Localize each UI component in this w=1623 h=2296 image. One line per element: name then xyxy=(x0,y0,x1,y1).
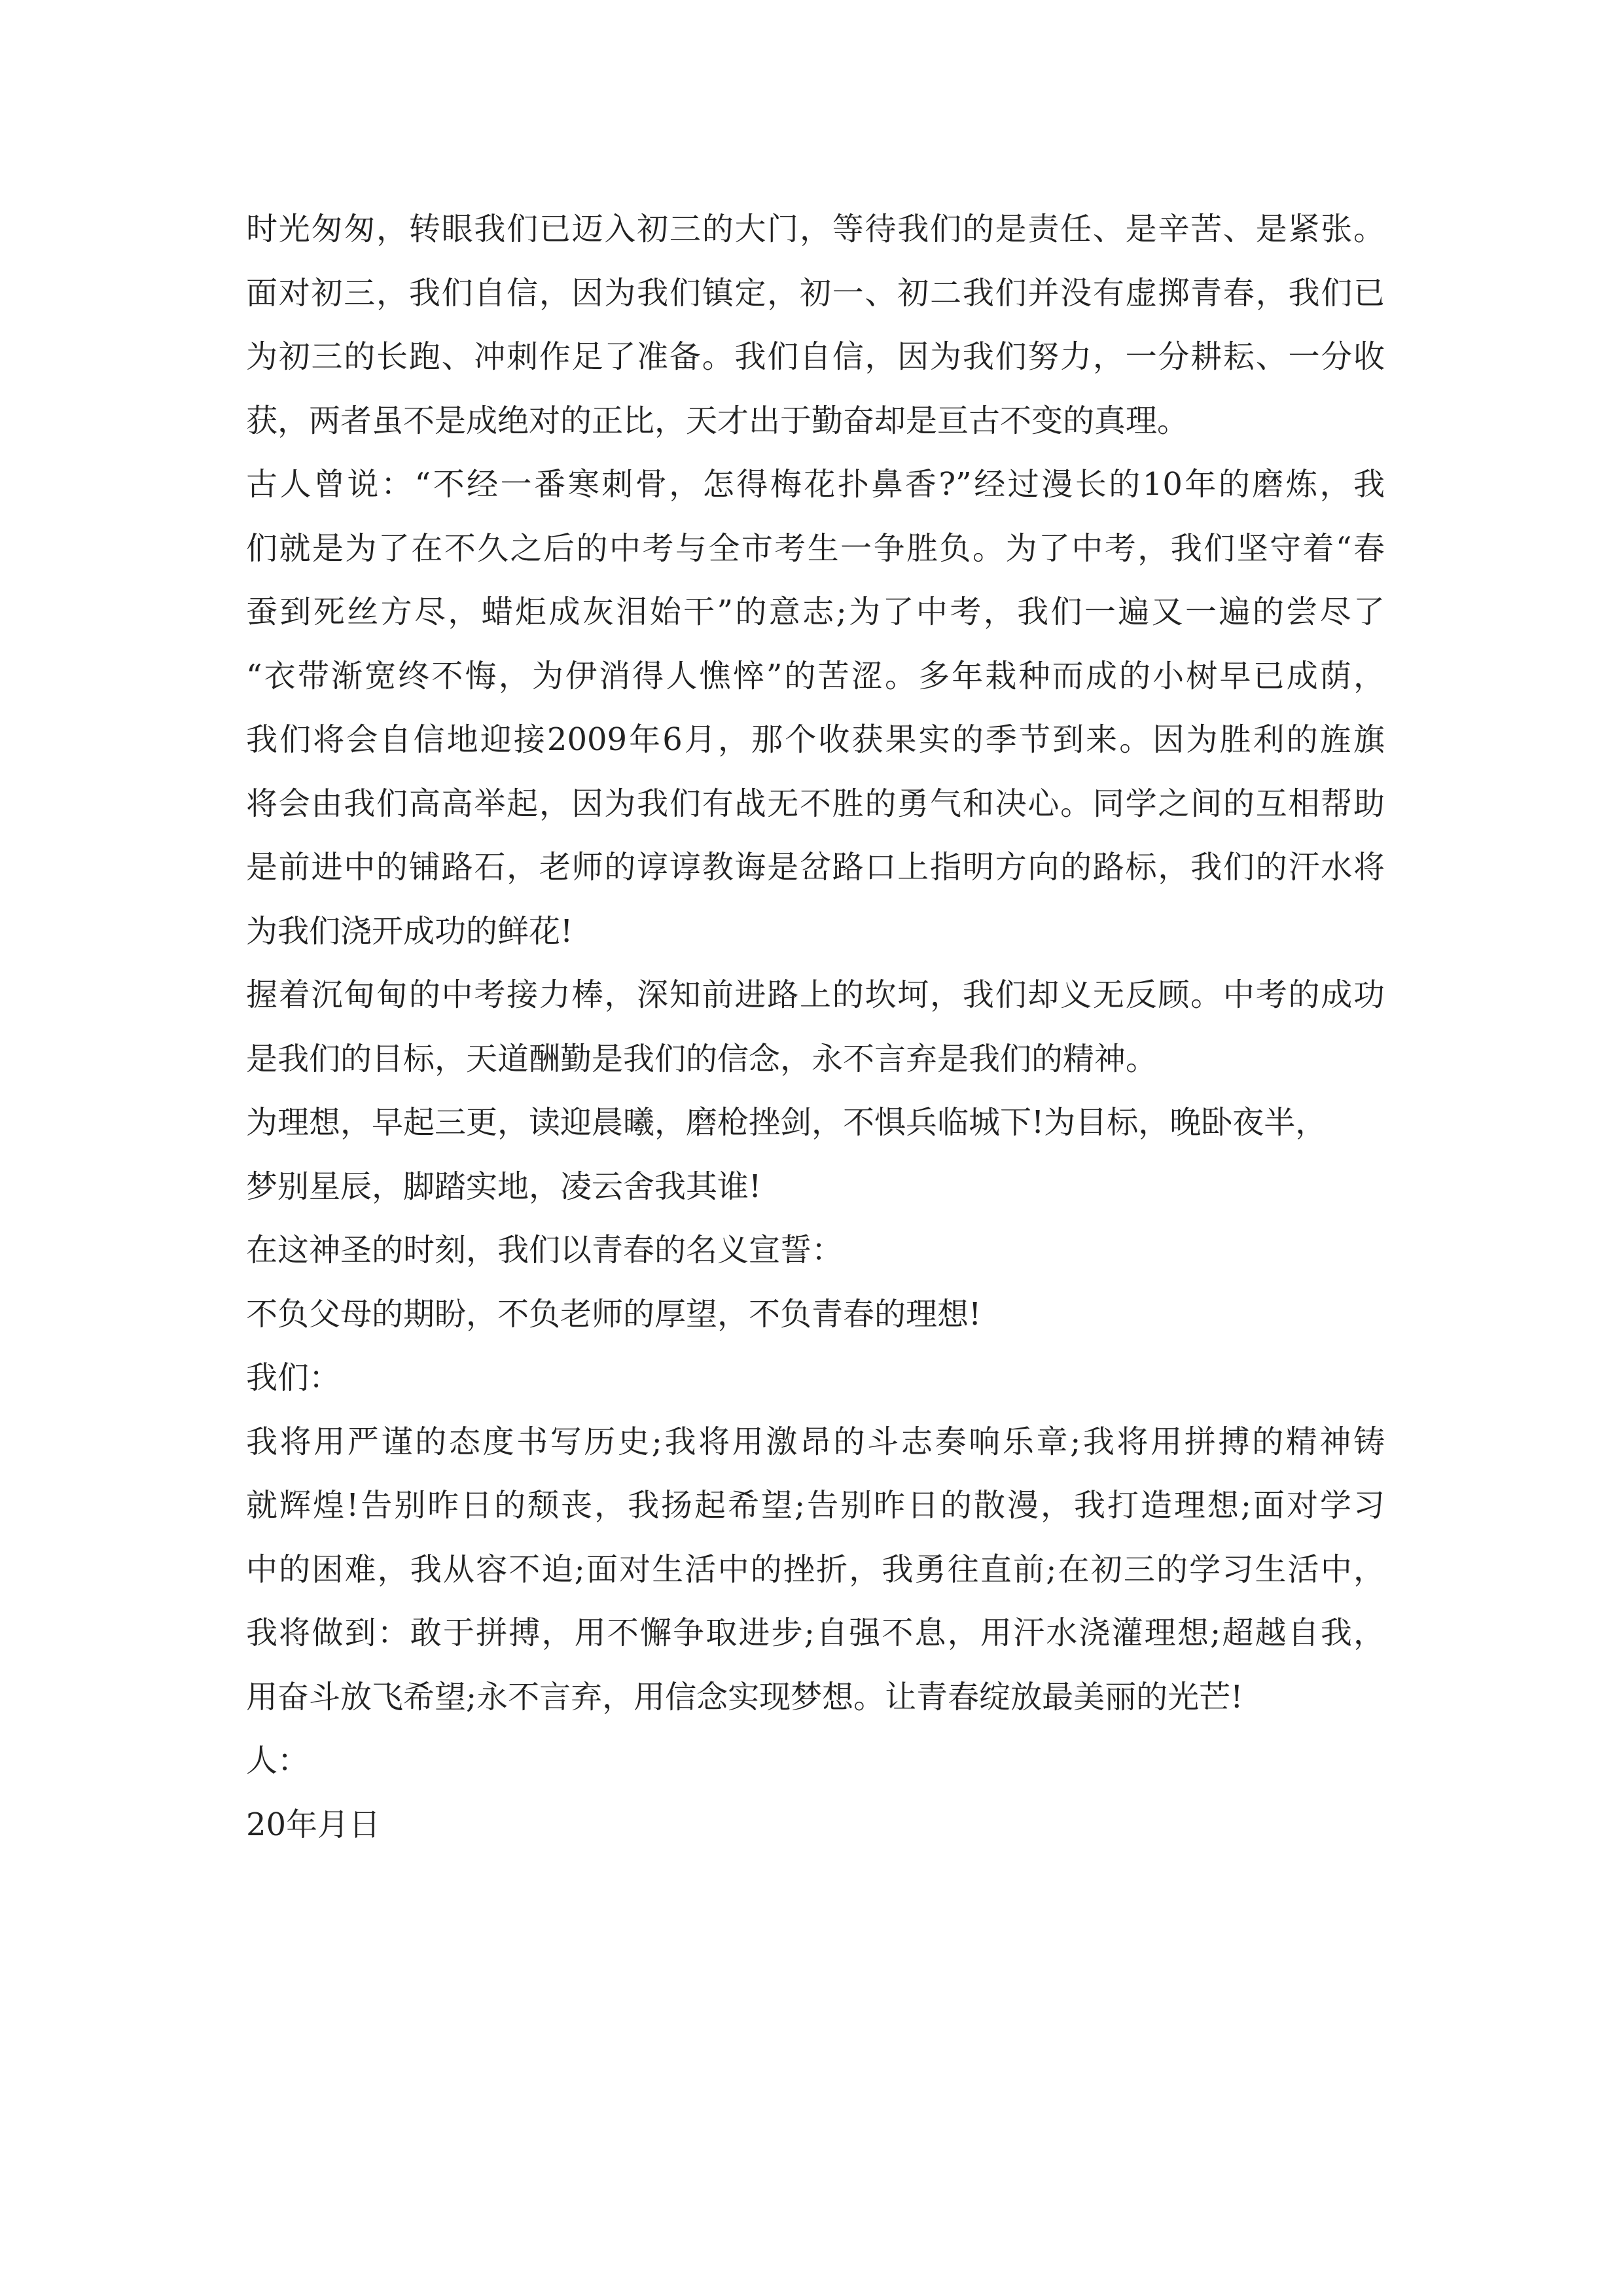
text-line: 20年月日 xyxy=(246,1806,381,1843)
text-line: 不负父母的期盼，不负老师的厚望，不负青春的理想! xyxy=(246,1295,982,1333)
text-line: 中的困难，我从容不迫;面对生活中的挫折，我勇往直前;在初三的学习生活中， xyxy=(246,1551,1385,1588)
text-line: 我们将会自信地迎接2009年6月，那个收获果实的季节到来。因为胜利的旌旗 xyxy=(246,721,1385,758)
text-line: 就辉煌!告别昨日的颓丧，我扬起希望;告别昨日的散漫，我打造理想;面对学习 xyxy=(246,1487,1385,1524)
text-line: 为理想，早起三更，读迎晨曦，磨枪挫剑，不惧兵临城下!为目标，晚卧夜半， xyxy=(246,1104,1327,1141)
text-line: 面对初三，我们自信，因为我们镇定，初一、初二我们并没有虚掷青春，我们已 xyxy=(246,274,1385,312)
text-line: 我将用严谨的态度书写历史;我将用激昂的斗志奏响乐章;我将用拼搏的精神铸 xyxy=(246,1423,1385,1460)
text-line: “衣带渐宽终不悔，为伊消得人憔悴”的苦涩。多年栽种而成的小树早已成荫， xyxy=(246,657,1385,694)
text-line: 我们： xyxy=(246,1359,341,1396)
text-line: 为我们浇开成功的鲜花! xyxy=(246,912,573,950)
text-line: 获，两者虽不是成绝对的正比，天才出于勤奋却是亘古不变的真理。 xyxy=(246,402,1189,439)
text-line: 蚕到死丝方尽，蜡炬成灰泪始干”的意志;为了中考，我们一遍又一遍的尝尽了 xyxy=(246,594,1385,630)
document-body xyxy=(246,198,1385,1857)
text-line: 时光匆匆，转眼我们已迈入初三的大门，等待我们的是责任、是辛苦、是紧张。 xyxy=(246,211,1385,247)
text-line: 我将做到：敢于拼搏，用不懈争取进步;自强不息，用汗水浇灌理想;超越自我， xyxy=(246,1615,1385,1651)
text-line: 为初三的长跑、冲刺作足了准备。我们自信，因为我们努力，一分耕耘、一分收 xyxy=(246,338,1385,375)
text-line: 人： xyxy=(246,1742,310,1779)
text-line: 用奋斗放飞希望;永不言弃，用信念实现梦想。让青春绽放最美丽的光芒! xyxy=(246,1678,1243,1715)
text-line: 是我们的目标，天道酬勤是我们的信念，永不言弃是我们的精神。 xyxy=(246,1040,1158,1077)
text-line: 们就是为了在不久之后的中考与全市考生一争胜负。为了中考，我们坚守着“春 xyxy=(246,529,1385,567)
text-line: 古人曾说：“不经一番寒刺骨，怎得梅花扑鼻香?”经过漫长的10年的磨炼，我 xyxy=(246,466,1385,503)
text-line: 将会由我们高高举起，因为我们有战无不胜的勇气和决心。同学之间的互相帮助 xyxy=(246,785,1385,822)
text-line: 握着沉甸甸的中考接力棒，深知前进路上的坎坷，我们却义无反顾。中考的成功 xyxy=(246,977,1385,1013)
text-line: 是前进中的铺路石，老师的谆谆教诲是岔路口上指明方向的路标，我们的汗水将 xyxy=(246,849,1385,886)
text-line: 梦别星辰，脚踏实地，凌云舍我其谁! xyxy=(246,1168,762,1205)
text-line: 在这神圣的时刻，我们以青春的名义宣誓： xyxy=(246,1232,844,1268)
